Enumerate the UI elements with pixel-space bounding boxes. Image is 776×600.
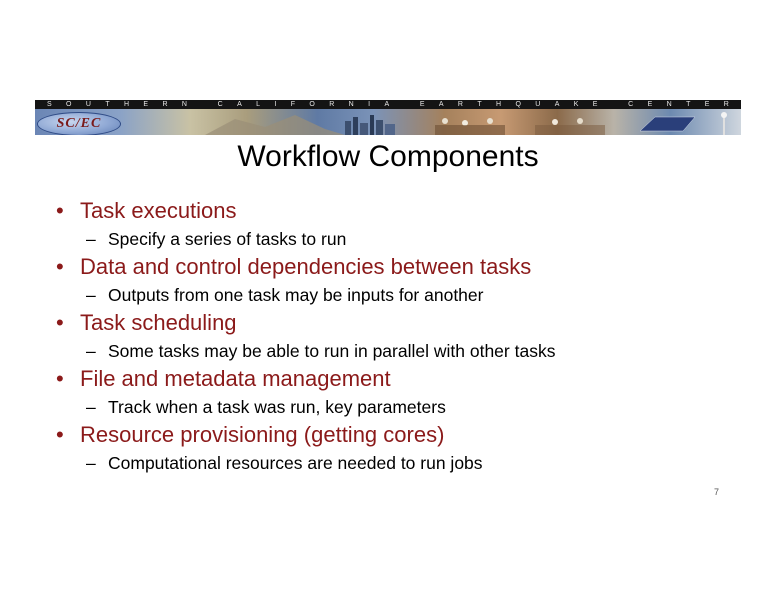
bullet-item: [56, 364, 756, 420]
banner-letter: N: [181, 101, 187, 108]
main-bullet-text: Resource provisioning (getting cores): [80, 422, 445, 447]
banner-text-strip: [35, 100, 741, 109]
banner-letter: A: [384, 101, 390, 108]
banner-letter: R: [723, 101, 729, 108]
banner-letter: E: [592, 101, 598, 108]
banner-letter: N: [666, 101, 672, 108]
bullet-dot: •: [56, 198, 64, 223]
main-bullet-text: Data and control dependencies between tasks: [80, 254, 532, 279]
banner-letter: I: [274, 101, 277, 108]
main-bullet-text: Task scheduling: [80, 310, 237, 335]
page-number: 7: [714, 487, 720, 497]
main-bullet: [56, 364, 756, 394]
bullet-item: [56, 420, 756, 476]
banner-letter: T: [686, 101, 691, 108]
bullet-dot: •: [56, 254, 64, 279]
banner-letter: [201, 100, 203, 109]
banner-scenery-image: [35, 109, 741, 135]
banner-letter: F: [290, 101, 296, 108]
bullet-item: [56, 196, 756, 252]
bullet-dot: •: [56, 310, 64, 335]
banner-letter: R: [329, 101, 335, 108]
banner-letter: E: [143, 101, 149, 108]
main-bullet-text: File and metadata management: [80, 366, 391, 391]
sub-bullet-text: Outputs from one task may be inputs for another: [108, 285, 484, 305]
banner-letter: I: [368, 101, 371, 108]
banner-letter: O: [309, 101, 315, 108]
sub-bullet-dash: –: [86, 397, 96, 417]
banner-letter: N: [348, 101, 354, 108]
scec-logo-text: SC/EC: [56, 116, 102, 131]
banner-letter: H: [496, 101, 502, 108]
bullet-dot: •: [56, 366, 64, 391]
banner-letter: [403, 100, 405, 109]
sub-bullet: [56, 282, 756, 308]
scec-banner: [35, 100, 741, 135]
banner-letter: S: [47, 101, 52, 108]
sub-bullet-dash: –: [86, 229, 96, 249]
sub-bullet-dash: –: [86, 453, 96, 473]
banner-letter: A: [438, 101, 444, 108]
banner-letter: T: [477, 101, 482, 108]
bullet-list: [56, 196, 756, 476]
banner-letter: T: [105, 101, 110, 108]
banner-letter: H: [123, 101, 130, 108]
sub-bullet-dash: –: [86, 285, 96, 305]
banner-letter: A: [237, 101, 242, 108]
banner-letter: A: [554, 101, 560, 108]
main-bullet-text: Task executions: [80, 198, 237, 223]
banner-letter: O: [66, 101, 72, 108]
sub-bullet-text: Track when a task was run, key parameters: [108, 397, 446, 417]
bullet-item: [56, 308, 756, 364]
banner-letter: Q: [515, 101, 521, 108]
sub-bullet: [56, 226, 756, 252]
banner-letter: R: [457, 101, 463, 108]
banner-letter: U: [85, 101, 91, 108]
banner-letter: E: [419, 101, 425, 108]
main-bullet: [56, 308, 756, 338]
banner-letter: K: [573, 101, 579, 108]
main-bullet: [56, 196, 756, 226]
sub-bullet: [56, 394, 756, 420]
slide-title: Workflow Components: [237, 140, 539, 173]
sub-bullet: [56, 450, 756, 476]
sub-bullet-text: Specify a series of tasks to run: [108, 229, 347, 249]
banner-letter: [612, 100, 614, 109]
main-bullet: [56, 252, 756, 282]
banner-letter: E: [704, 101, 710, 108]
banner-letter: C: [217, 101, 223, 108]
bullet-dot: •: [56, 422, 64, 447]
sub-bullet-text: Computational resources are needed to run jobs: [108, 453, 483, 473]
banner-letter: R: [162, 101, 168, 108]
banner-photo-collage: [35, 109, 741, 135]
sub-bullet-dash: –: [86, 341, 96, 361]
scec-logo: [37, 112, 121, 135]
main-bullet: [56, 420, 756, 450]
banner-letter: U: [535, 101, 541, 108]
banner-letter: E: [647, 101, 653, 108]
banner-letter: L: [256, 101, 261, 108]
sub-bullet-text: Some tasks may be able to run in parallel with other tasks: [108, 341, 556, 361]
sub-bullet: [56, 338, 756, 364]
bullet-item: [56, 252, 756, 308]
banner-letter: C: [628, 101, 634, 108]
